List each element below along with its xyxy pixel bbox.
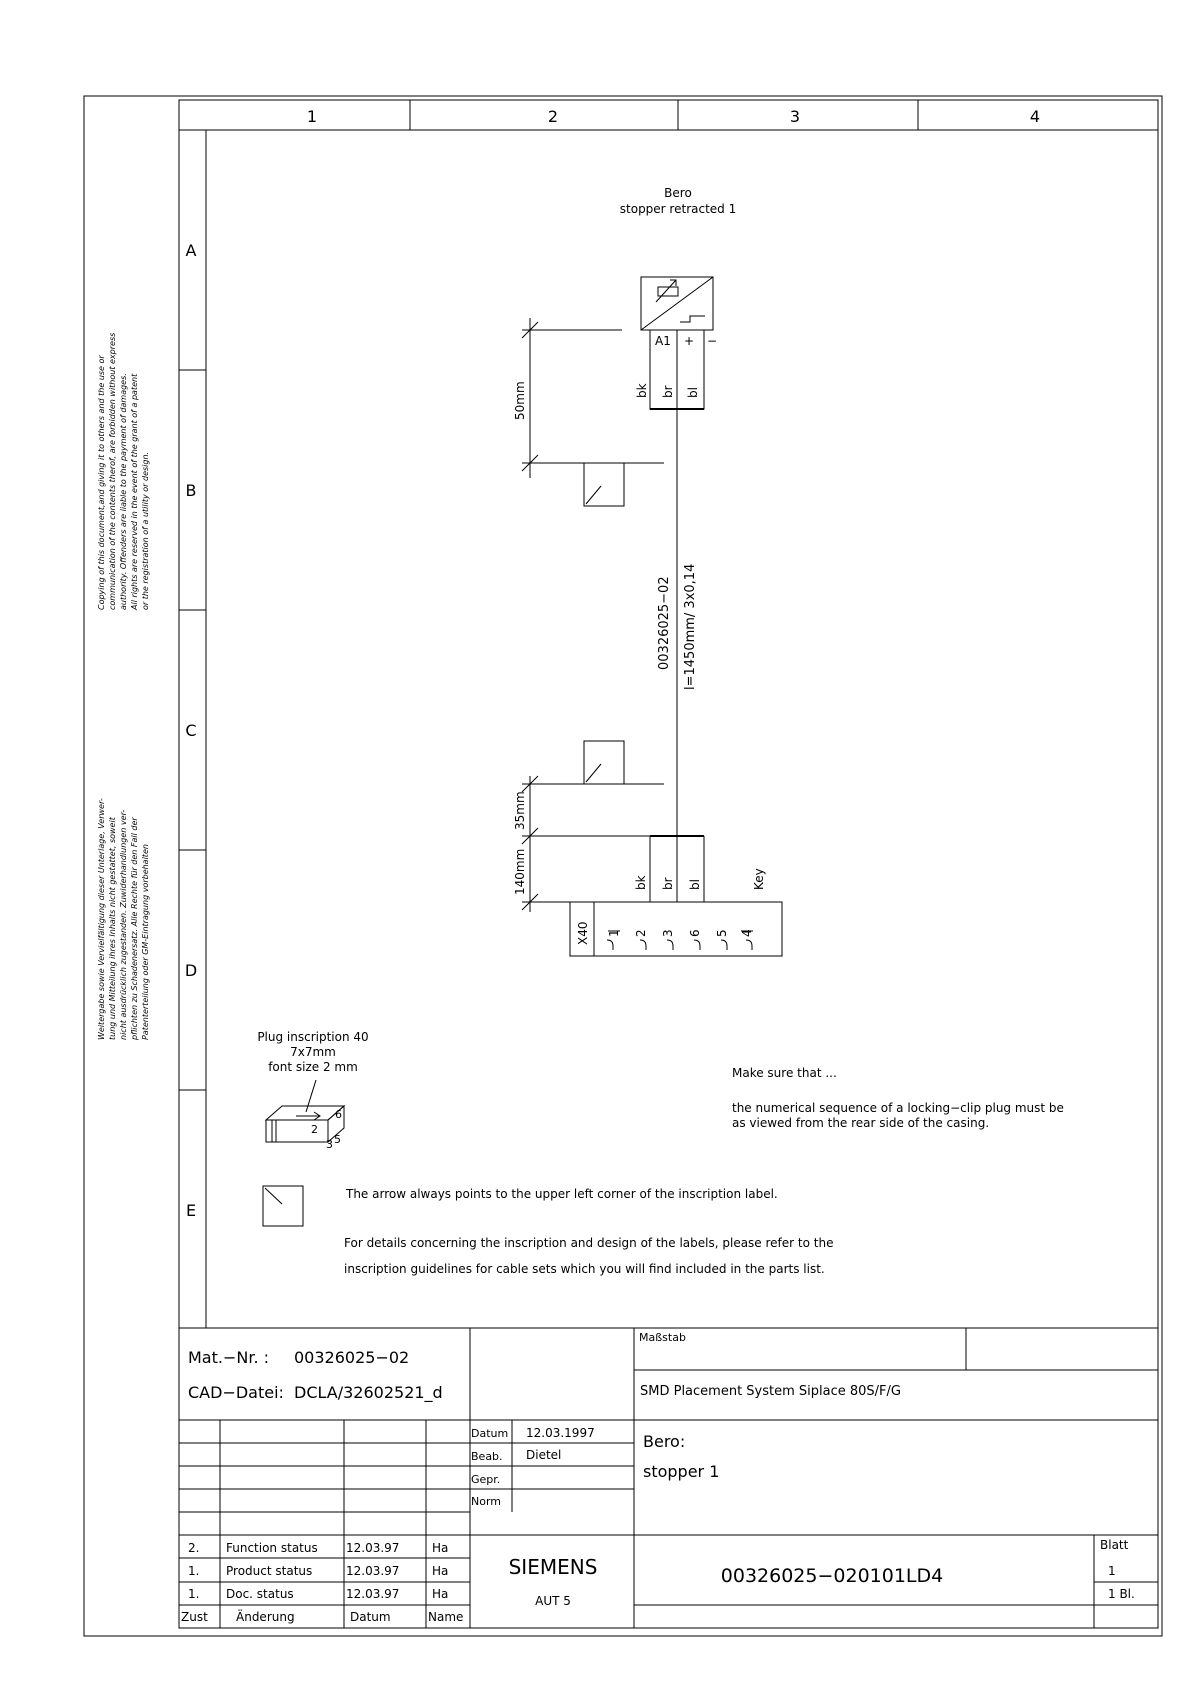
rev-date: 12.03.97 bbox=[346, 1587, 400, 1601]
pin-number: 4 bbox=[740, 929, 754, 937]
rev-zust: 1. bbox=[188, 1564, 200, 1578]
rev-change: Function status bbox=[226, 1541, 318, 1555]
connector-x40 bbox=[570, 902, 782, 956]
beab-value: Dietel bbox=[526, 1448, 562, 1462]
legal-line: Patenterteilung oder GM-Eintragung vorbehalten bbox=[141, 844, 150, 1040]
wire-label: br bbox=[661, 385, 675, 398]
company-name: SIEMENS bbox=[508, 1555, 598, 1579]
rev-header-date: Datum bbox=[350, 1610, 391, 1624]
legal-line: pflichten zu Schadenersatz. Alle Rechte für den Fall der bbox=[130, 817, 139, 1040]
legal-line: tung und Mitteilung ihres Inhalts nicht gestattet, soweit bbox=[108, 817, 117, 1040]
norm-label: Norm bbox=[471, 1495, 502, 1508]
description-line2: stopper 1 bbox=[643, 1462, 720, 1481]
cad-label: CAD−Datei: bbox=[188, 1383, 284, 1402]
legal-line: Weitergabe sowie Vervielfältigung dieser Unterlage, Verwer- bbox=[97, 798, 106, 1040]
rev-zust: 1. bbox=[188, 1587, 200, 1601]
column-label: 4 bbox=[1029, 107, 1041, 126]
beab-label: Beab. bbox=[471, 1450, 503, 1463]
row-label: A bbox=[185, 241, 197, 260]
plug-illustration bbox=[266, 1080, 344, 1151]
pin-number: 6 bbox=[688, 929, 702, 937]
blatt-value: 1 bbox=[1108, 1564, 1116, 1578]
plug-note-line1: Plug inscription 40 bbox=[257, 1030, 369, 1044]
legal-line: communication of the contents therof, are forbidden without express bbox=[108, 332, 117, 610]
rev-name: Ha bbox=[432, 1564, 449, 1578]
wire-label: br bbox=[661, 877, 675, 890]
gepr-label: Gepr. bbox=[471, 1473, 501, 1486]
pin-number: 3 bbox=[661, 929, 675, 937]
legal-notice-de bbox=[97, 798, 150, 1041]
legal-notice-en bbox=[97, 333, 150, 611]
pin-number: 2 bbox=[634, 929, 648, 937]
blatt-total: 1 Bl. bbox=[1108, 1587, 1135, 1601]
cable-part-number: 00326025−02 bbox=[657, 576, 672, 670]
row-label: B bbox=[185, 481, 197, 500]
system-name: SMD Placement System Siplace 80S/F/G bbox=[640, 1384, 901, 1399]
row-label: C bbox=[185, 721, 197, 740]
column-label: 1 bbox=[306, 107, 318, 126]
dimension-label: 50mm bbox=[513, 381, 527, 420]
note-sequence-1: the numerical sequence of a locking−clip plug must be bbox=[732, 1101, 1064, 1115]
pin-label: − bbox=[707, 334, 718, 348]
dimension-35-140mm bbox=[522, 776, 664, 912]
bracket-arrow bbox=[586, 486, 601, 504]
column-label: 3 bbox=[789, 107, 801, 126]
note-details-1: For details concerning the inscription and design of the labels, please refer to the bbox=[344, 1236, 834, 1250]
plug-note-line3: font size 2 mm bbox=[268, 1060, 358, 1074]
wire-label: bl bbox=[688, 879, 702, 890]
description-line1: Bero: bbox=[643, 1432, 686, 1451]
wire-label: bl bbox=[686, 387, 700, 398]
mat-nr-value: 00326025−02 bbox=[294, 1348, 410, 1367]
pin-number: 5 bbox=[715, 929, 729, 937]
rev-header-change: Änderung bbox=[236, 1610, 295, 1624]
legal-line: nicht ausdrücklich zugestanden. Zuwiderhandlungen ver- bbox=[119, 809, 128, 1040]
rev-header-zust: Zust bbox=[181, 1610, 208, 1624]
plug-note-line2: 7x7mm bbox=[290, 1045, 336, 1059]
datum-value: 12.03.1997 bbox=[526, 1426, 595, 1440]
wire-label: bk bbox=[635, 383, 649, 398]
cable-spec: l=1450mm/ 3x0,14 bbox=[683, 563, 698, 690]
column-label: 2 bbox=[547, 107, 559, 126]
row-label: E bbox=[185, 1201, 197, 1220]
outer-frame bbox=[84, 96, 1162, 1636]
legal-line: Copying of this document,and giving it to others and the use or bbox=[97, 355, 106, 610]
rev-date: 12.03.97 bbox=[346, 1564, 400, 1578]
plug-digit: 6 bbox=[335, 1108, 342, 1121]
note-make-sure: Make sure that ... bbox=[732, 1066, 837, 1080]
dimension-label: 35mm bbox=[513, 791, 527, 830]
legal-line: All rights are reserved in the event of the grant of a patent bbox=[130, 373, 139, 610]
rev-change: Product status bbox=[226, 1564, 313, 1578]
sensor-title: Bero bbox=[664, 186, 692, 200]
sensor-subtitle: stopper retracted 1 bbox=[619, 202, 737, 216]
rev-date: 12.03.97 bbox=[346, 1541, 400, 1555]
note-arrow: The arrow always points to the upper left corner of the inscription label. bbox=[346, 1187, 778, 1201]
proximity-sensor-symbol bbox=[641, 277, 713, 330]
key-label: Key bbox=[752, 868, 766, 890]
row-label: D bbox=[184, 961, 198, 980]
rev-zust: 2. bbox=[188, 1541, 200, 1555]
rev-header-name: Name bbox=[428, 1610, 464, 1624]
dimension-label: 140mm bbox=[513, 848, 527, 895]
rev-name: Ha bbox=[432, 1541, 449, 1555]
datum-label: Datum bbox=[471, 1427, 509, 1440]
pin-label: + bbox=[684, 334, 695, 348]
pin-label: A1 bbox=[655, 334, 671, 348]
drawing-number: 00326025−020101LD4 bbox=[720, 1565, 944, 1587]
cad-value: DCLA/32602521_d bbox=[294, 1383, 443, 1402]
legal-line: authority. Offenders are liable to the payment of damages. bbox=[119, 373, 128, 610]
connector-pins bbox=[607, 929, 754, 950]
plug-digit: 3 bbox=[326, 1138, 333, 1151]
legal-line: or the registration of a utility or design. bbox=[141, 451, 150, 610]
rev-name: Ha bbox=[432, 1587, 449, 1601]
plug-digit: 2 bbox=[311, 1123, 318, 1136]
blatt-label: Blatt bbox=[1100, 1538, 1129, 1552]
wire-label: bk bbox=[634, 875, 648, 890]
connector-name: X40 bbox=[576, 921, 590, 945]
plug-digit: 5 bbox=[334, 1133, 341, 1146]
note-sequence-2: as viewed from the rear side of the casing. bbox=[732, 1116, 990, 1130]
bracket-arrow bbox=[586, 764, 601, 782]
pin-number: 1 bbox=[607, 929, 621, 937]
arrow-icon bbox=[265, 1188, 282, 1204]
rev-change: Doc. status bbox=[226, 1587, 294, 1601]
note-details-2: inscription guidelines for cable sets which you will find included in the parts list. bbox=[344, 1262, 825, 1276]
department: AUT 5 bbox=[535, 1594, 571, 1608]
mat-nr-label: Mat.−Nr. : bbox=[188, 1348, 270, 1367]
massstab-label: Maßstab bbox=[639, 1331, 686, 1344]
